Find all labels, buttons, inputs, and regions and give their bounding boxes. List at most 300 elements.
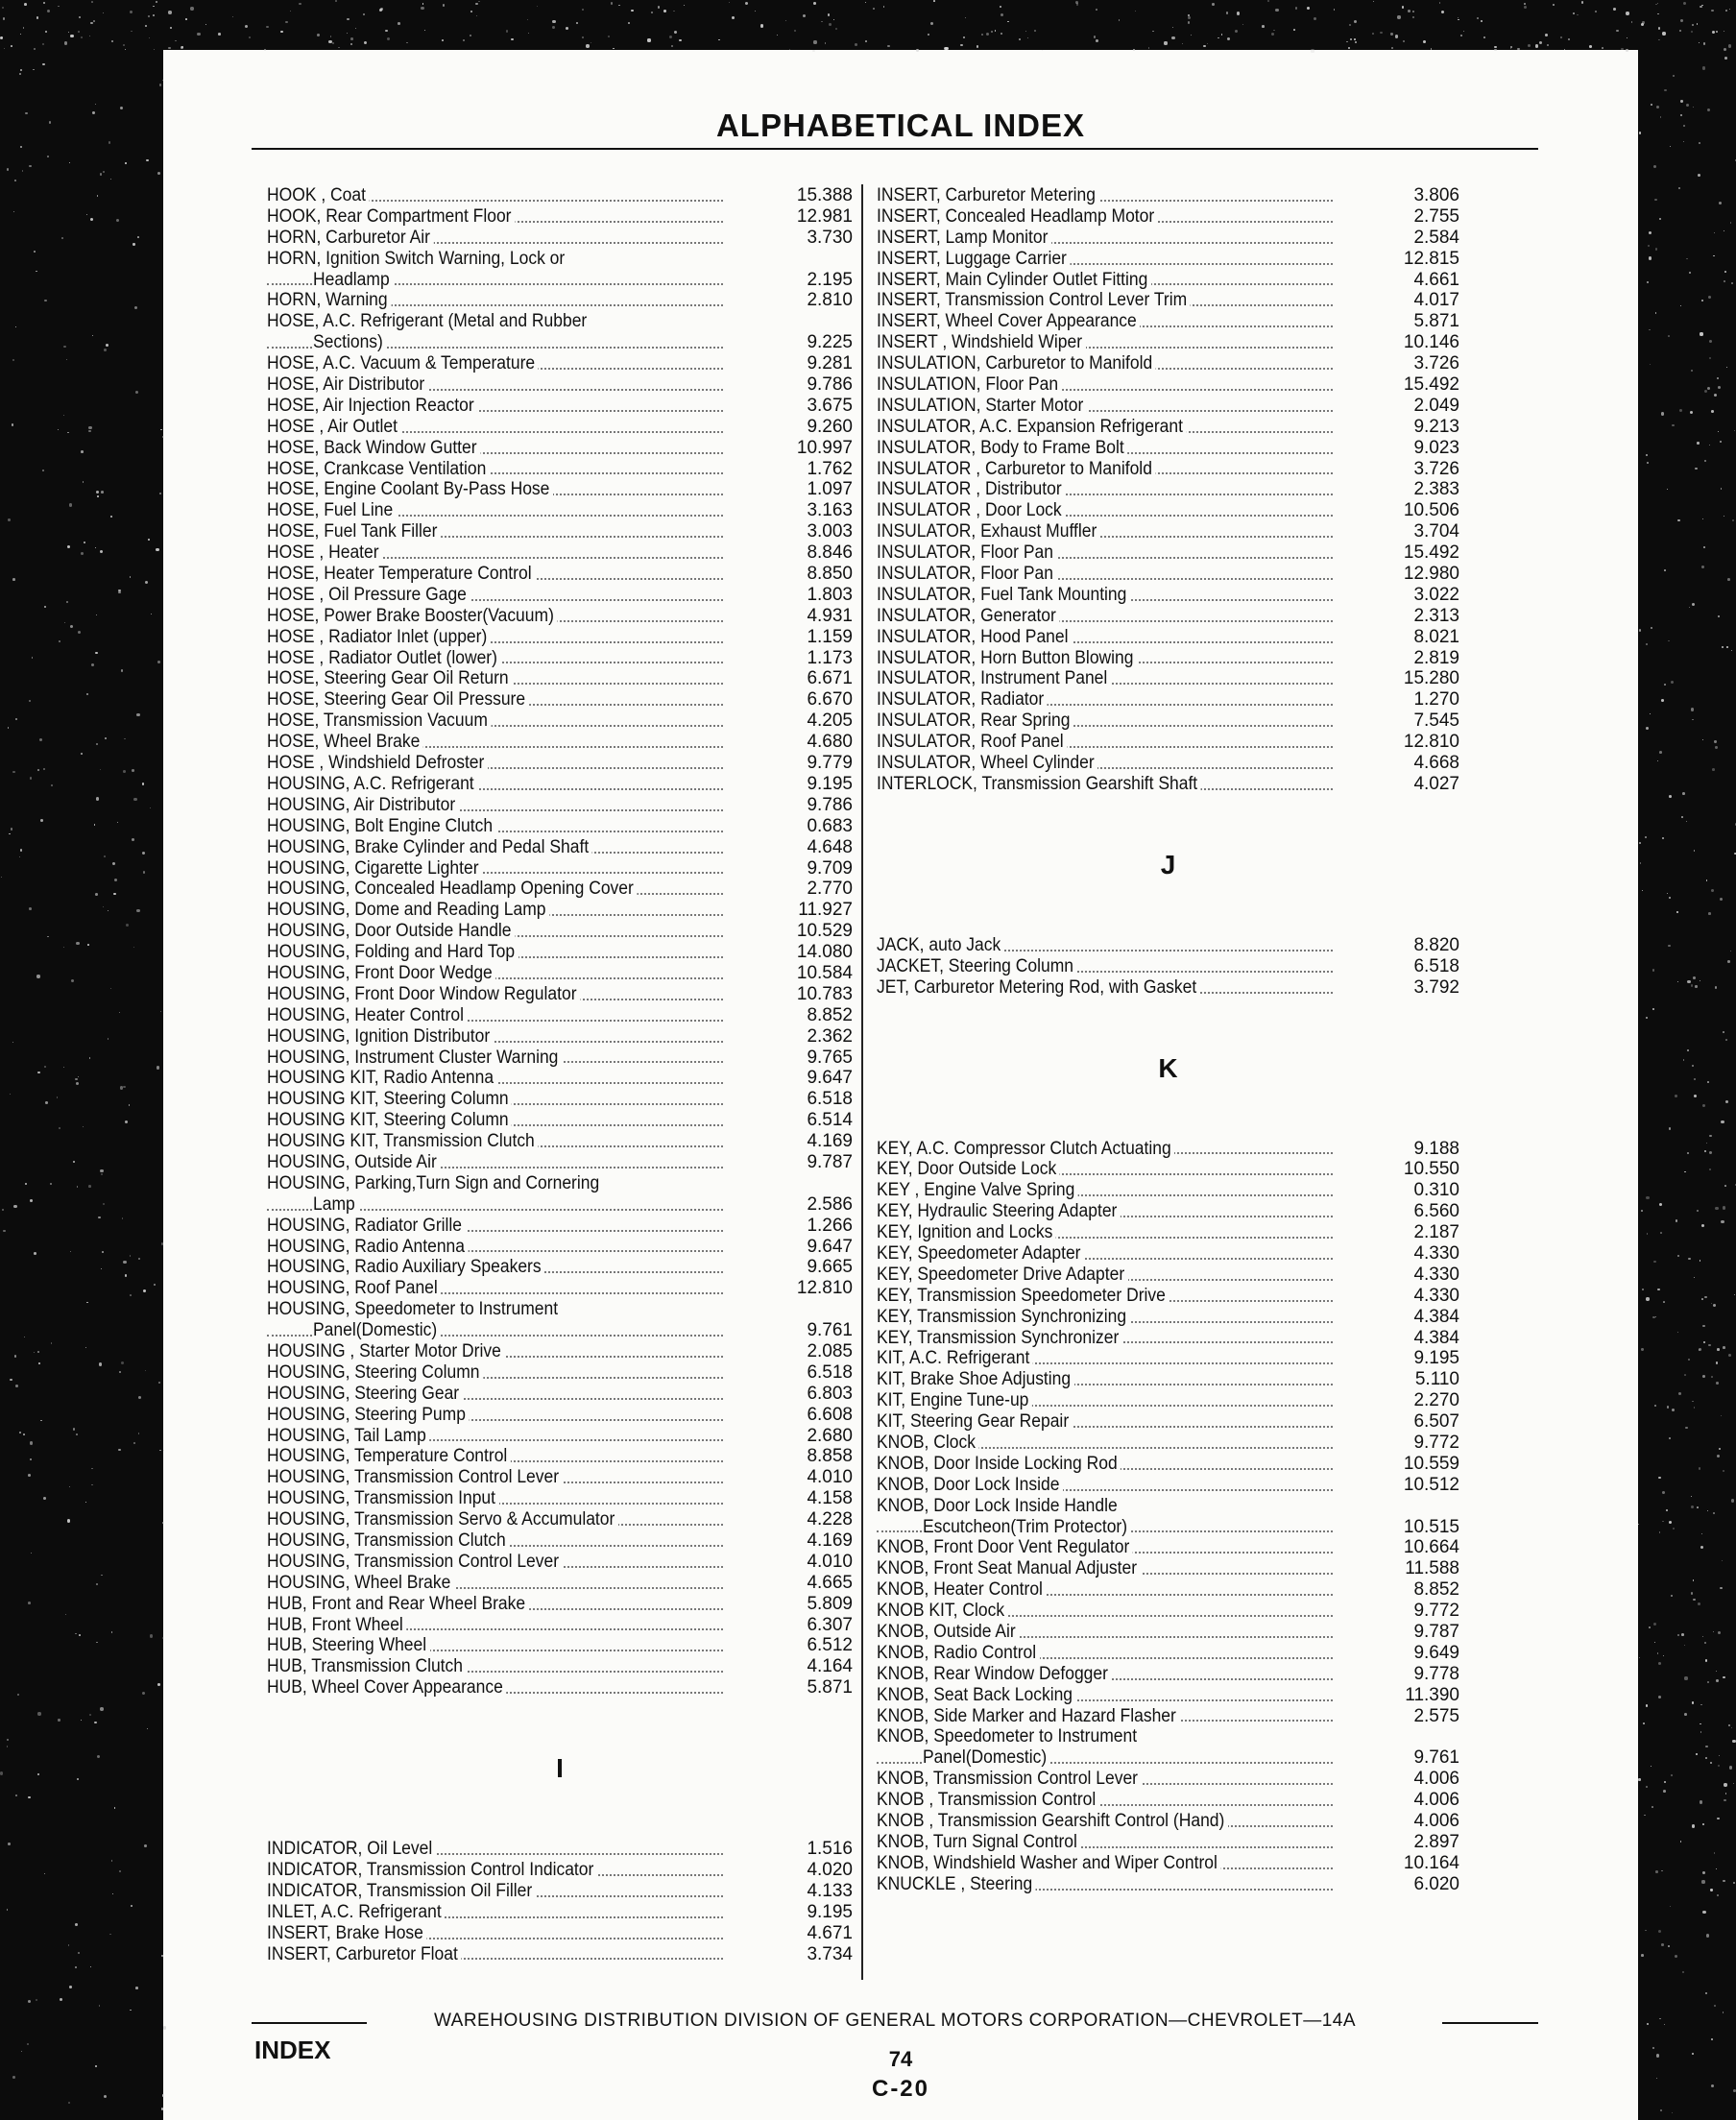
- scan-noise-speck: [1724, 271, 1726, 273]
- entry-number: 10.584: [796, 962, 853, 983]
- scan-noise-speck: [101, 1173, 103, 1175]
- scan-noise-speck: [1718, 1765, 1721, 1768]
- scan-noise-speck: [363, 13, 366, 16]
- scan-noise-speck: [27, 2043, 29, 2045]
- index-entry: [877, 185, 1459, 206]
- scan-noise-speck: [108, 1038, 109, 1040]
- index-entry: [267, 711, 853, 732]
- scan-noise-speck: [1441, 11, 1444, 13]
- index-entry: [877, 417, 1459, 438]
- scan-noise-speck: [1711, 1376, 1713, 1378]
- scan-noise-speck: [1463, 31, 1464, 32]
- entry-number: 9.772: [1413, 1601, 1459, 1622]
- index-entry: [877, 1517, 1459, 1538]
- scan-noise-speck: [1373, 1, 1374, 2]
- scan-noise-speck: [1692, 1065, 1694, 1067]
- scan-noise-speck: [1651, 1766, 1652, 1767]
- scan-noise-speck: [1657, 1652, 1659, 1654]
- scan-noise-speck: [75, 1633, 76, 1634]
- entry-label-text: HOSE , Radiator Outlet (lower): [267, 648, 501, 668]
- entry-label-text: KEY, Transmission Speedometer Drive: [877, 1286, 1169, 1306]
- index-entry: [267, 1488, 853, 1509]
- scan-noise-speck: [611, 2, 614, 5]
- scan-noise-speck: [1007, 21, 1009, 23]
- scan-noise-speck: [118, 1449, 121, 1452]
- scan-noise-speck: [157, 172, 160, 175]
- scan-noise-speck: [1669, 795, 1672, 798]
- scan-noise-speck: [1715, 746, 1717, 748]
- scan-noise-speck: [99, 2005, 100, 2006]
- scan-noise-speck: [829, 23, 832, 26]
- entry-label: [877, 1433, 979, 1454]
- entry-label: [877, 1454, 1121, 1475]
- entry-label: [267, 1299, 562, 1320]
- scan-noise-speck: [1458, 17, 1459, 18]
- scan-noise-speck: [608, 36, 610, 37]
- scan-noise-speck: [81, 552, 84, 555]
- entry-number: 3.792: [1413, 976, 1459, 998]
- scan-noise-speck: [1237, 12, 1240, 14]
- scan-noise-speck: [1659, 1531, 1661, 1533]
- entry-label-text: INSULATOR, Radiator: [877, 689, 1048, 710]
- entry-number: 9.709: [807, 857, 853, 879]
- scan-noise-speck: [1621, 48, 1623, 50]
- entry-label-text: INDICATOR, Transmission Oil Filler: [267, 1881, 536, 1901]
- entry-number: 5.110: [1414, 1369, 1459, 1390]
- scan-noise-speck: [124, 738, 125, 739]
- scan-noise-speck: [36, 1999, 37, 2001]
- scan-noise-speck: [1724, 1783, 1726, 1786]
- scan-noise-speck: [89, 1057, 90, 1058]
- scan-noise-speck: [57, 1096, 59, 1098]
- scan-noise-speck: [1705, 1659, 1707, 1661]
- scan-noise-speck: [138, 1396, 141, 1399]
- entry-number: 9.195: [807, 773, 853, 794]
- scan-noise-speck: [986, 33, 989, 36]
- scan-noise-speck: [19, 856, 20, 857]
- scan-noise-speck: [96, 1642, 98, 1644]
- footer-publisher-text: WAREHOUSING DISTRIBUTION DIVISION OF GENERAL MOTORS CORPORATION—CHEVROLET—14A: [433, 2011, 1357, 2031]
- entry-label-text: KIT, A.C. Refrigerant: [877, 1348, 1033, 1368]
- scan-noise-speck: [1678, 187, 1680, 189]
- scan-noise-speck: [1547, 44, 1549, 46]
- scan-noise-speck: [36, 975, 39, 977]
- entry-label-text: KNOB, Transmission Control Lever: [877, 1769, 1142, 1789]
- entry-label-text: HOUSING, Radio Antenna: [267, 1237, 469, 1257]
- scan-noise-speck: [0, 36, 3, 39]
- scan-noise-speck: [1706, 1934, 1709, 1937]
- scan-noise-speck: [158, 1382, 160, 1384]
- scan-noise-speck: [1412, 11, 1414, 12]
- scan-noise-speck: [1702, 1911, 1705, 1914]
- entry-label-text: KNOB, Outside Air: [877, 1622, 1019, 1642]
- entry-number: 2.575: [1413, 1705, 1459, 1726]
- scan-noise-speck: [1720, 1587, 1723, 1590]
- entry-label: [877, 977, 1200, 999]
- entry-label-text: HOUSING, Steering Column: [267, 1362, 483, 1383]
- entry-label-text: HOUSING, Instrument Cluster Warning: [267, 1048, 562, 1068]
- entry-label: [877, 542, 1057, 564]
- entry-label-text: HOSE, Air Distributor: [267, 374, 428, 395]
- scan-noise-speck: [3, 17, 6, 20]
- entry-label-text: HOSE, Wheel Brake: [267, 732, 423, 752]
- scan-noise-speck: [1660, 116, 1661, 117]
- entry-label-text: KIT, Brake Shoe Adjusting: [877, 1369, 1074, 1389]
- index-entry: [877, 1222, 1459, 1243]
- scan-noise-speck: [1242, 24, 1243, 25]
- scan-noise-speck: [1683, 125, 1685, 127]
- scan-noise-speck: [264, 49, 266, 51]
- scan-noise-speck: [101, 491, 104, 494]
- index-entry: [877, 206, 1459, 228]
- entry-label: [267, 1026, 494, 1048]
- scan-noise-speck: [14, 1355, 17, 1358]
- entry-number: 6.518: [807, 1361, 853, 1383]
- scan-noise-speck: [1372, 33, 1374, 35]
- entry-label: [313, 332, 387, 353]
- scan-noise-speck: [1704, 460, 1706, 462]
- scan-noise-speck: [7, 1909, 8, 1910]
- scan-noise-speck: [190, 7, 193, 10]
- scan-noise-speck: [1638, 1778, 1640, 1780]
- entry-label: [267, 942, 518, 963]
- index-entry: [877, 1811, 1459, 1832]
- index-entry: [877, 711, 1459, 732]
- scan-noise-speck: [1717, 1894, 1719, 1896]
- scan-noise-speck: [17, 1694, 18, 1695]
- scan-noise-speck: [1703, 546, 1705, 548]
- scan-noise-speck: [1655, 312, 1657, 314]
- scan-noise-speck: [1687, 1152, 1689, 1154]
- scan-noise-speck: [1719, 202, 1722, 205]
- scan-noise-speck: [1589, 45, 1592, 48]
- scan-noise-speck: [1687, 980, 1690, 983]
- scan-noise-speck: [1631, 21, 1633, 23]
- scan-noise-speck: [36, 271, 37, 273]
- entry-number: 4.133: [807, 1880, 853, 1901]
- scan-noise-speck: [68, 32, 69, 33]
- index-entry: [267, 1902, 853, 1923]
- scan-noise-speck: [1683, 2, 1686, 5]
- entry-label-text: HOUSING KIT, Steering Column: [267, 1089, 512, 1109]
- scan-noise-speck: [1726, 646, 1728, 648]
- entry-label: [877, 648, 1137, 669]
- scan-noise-speck: [110, 988, 111, 989]
- scan-noise-speck: [142, 852, 145, 855]
- scan-noise-speck: [64, 41, 67, 44]
- entry-number: 6.518: [807, 1089, 853, 1110]
- scan-noise-speck: [99, 1362, 102, 1365]
- scan-noise-speck: [1719, 1755, 1720, 1756]
- entry-label: [877, 1180, 1078, 1201]
- scan-noise-speck: [1718, 431, 1719, 432]
- scan-noise-speck: [1707, 1081, 1709, 1083]
- entry-label: [877, 1664, 1112, 1685]
- entry-label-text: HOUSING, Front Door Wedge: [267, 963, 495, 983]
- entry-label: [877, 1243, 1084, 1265]
- entry-number: 2.195: [807, 269, 853, 290]
- scan-noise-speck: [855, 43, 857, 46]
- section-letter: K: [1158, 1052, 1178, 1083]
- scan-noise-speck: [77, 1186, 78, 1187]
- scan-noise-speck: [443, 4, 446, 7]
- entry-label-text: INSULATOR , Distributor: [877, 479, 1065, 499]
- entry-label-text: HOUSING, Steering Pump: [267, 1405, 470, 1425]
- scan-noise-speck: [37, 1072, 40, 1074]
- entry-label: [877, 206, 1158, 228]
- scan-noise-speck: [133, 1442, 135, 1444]
- scan-noise-speck: [73, 1428, 76, 1431]
- scan-noise-speck: [175, 40, 177, 42]
- scan-noise-speck: [1726, 367, 1728, 369]
- entry-number: 4.205: [807, 711, 853, 732]
- entry-label: [267, 753, 488, 774]
- scan-noise-speck: [1707, 1510, 1708, 1511]
- scan-noise-speck: [94, 824, 96, 826]
- scan-noise-speck: [1712, 31, 1715, 34]
- scan-noise-speck: [350, 37, 353, 40]
- entry-number: 5.809: [807, 1593, 853, 1614]
- scan-noise-speck: [86, 1302, 88, 1304]
- entry-number: 8.852: [1413, 1579, 1459, 1601]
- entry-label: [267, 311, 591, 332]
- scan-noise-speck: [1664, 684, 1666, 686]
- scan-noise-speck: [148, 539, 150, 541]
- entry-label: [267, 732, 423, 753]
- scan-noise-speck: [1517, 48, 1519, 50]
- scan-noise-speck: [1697, 1506, 1699, 1508]
- scan-noise-speck: [1719, 1448, 1721, 1450]
- entry-label-text: INDICATOR, Transmission Control Indicator: [267, 1860, 597, 1880]
- scan-noise-speck: [470, 35, 471, 36]
- scan-noise-speck: [1708, 1344, 1711, 1347]
- entry-label-text: INSULATOR, Generator: [877, 606, 1060, 626]
- scan-noise-speck: [527, 19, 528, 20]
- entry-label: [267, 1944, 462, 1965]
- scan-noise-speck: [1677, 1332, 1678, 1333]
- scan-noise-speck: [1646, 643, 1648, 645]
- entry-label: [267, 1384, 463, 1405]
- scan-noise-speck: [76, 1433, 78, 1435]
- scan-noise-speck: [1729, 9, 1730, 10]
- scan-noise-speck: [833, 19, 834, 20]
- scan-noise-speck: [1658, 27, 1660, 29]
- scan-noise-speck: [552, 26, 555, 29]
- scan-noise-speck: [0, 1771, 3, 1774]
- scan-noise-speck: [245, 25, 248, 28]
- scan-noise-speck: [81, 753, 83, 755]
- index-entry: [267, 1194, 853, 1216]
- scan-noise-speck: [945, 47, 948, 50]
- scan-noise-speck: [1721, 1415, 1722, 1416]
- entry-number: 3.163: [807, 500, 853, 521]
- scan-noise-speck: [1581, 1, 1584, 4]
- entry-label-text: KEY, A.C. Compressor Clutch Actuating: [877, 1139, 1174, 1159]
- scan-noise-speck: [1275, 9, 1278, 12]
- index-entry: [877, 1685, 1459, 1706]
- scan-noise-speck: [1693, 1599, 1695, 1601]
- entry-number: 3.704: [1413, 521, 1459, 542]
- scan-noise-speck: [1717, 1818, 1720, 1820]
- scan-noise-speck: [1460, 35, 1463, 37]
- scan-noise-speck: [1722, 1560, 1723, 1561]
- scan-noise-speck: [1679, 30, 1681, 32]
- scan-noise-speck: [31, 1553, 32, 1554]
- index-entry: [267, 1216, 853, 1237]
- entry-label-text: INSULATOR, A.C. Expansion Refrigerant: [877, 417, 1187, 437]
- scan-noise-speck: [1688, 1359, 1690, 1361]
- scan-noise-speck: [582, 9, 584, 11]
- scan-noise-speck: [1669, 1521, 1672, 1524]
- scan-noise-speck: [1573, 12, 1575, 14]
- index-entry: [877, 627, 1459, 648]
- scan-noise-speck: [1641, 1210, 1643, 1212]
- scan-noise-speck: [23, 1433, 25, 1435]
- scan-noise-speck: [1700, 6, 1702, 9]
- scan-noise-speck: [136, 713, 139, 716]
- scan-noise-speck: [111, 1631, 112, 1632]
- entry-label-text: KEY, Speedometer Drive Adapter: [877, 1265, 1128, 1285]
- entry-label: [877, 627, 1072, 648]
- scan-noise-speck: [160, 1011, 161, 1012]
- scan-noise-speck: [1096, 9, 1097, 11]
- entry-label: [267, 627, 491, 648]
- scan-noise-speck: [1676, 911, 1677, 912]
- scan-noise-speck: [205, 24, 206, 25]
- entry-label: [877, 1348, 1033, 1369]
- index-entry: [267, 1594, 853, 1615]
- scan-noise-speck: [1661, 412, 1664, 415]
- scan-noise-speck: [1663, 1301, 1665, 1303]
- entry-label-text: KNOB, Side Marker and Hazard Flasher: [877, 1706, 1180, 1726]
- scan-noise-speck: [1698, 1602, 1700, 1605]
- entry-label: [267, 1839, 436, 1860]
- entry-label-text: HOSE, Air Injection Reactor: [267, 396, 477, 416]
- entry-number: 2.584: [1413, 227, 1459, 248]
- entry-label: [877, 1328, 1122, 1349]
- scan-noise-speck: [157, 661, 160, 663]
- scan-noise-speck: [83, 1126, 84, 1128]
- scan-noise-speck: [647, 38, 650, 41]
- entry-number: 9.665: [807, 1257, 853, 1278]
- scan-noise-speck: [1670, 1906, 1671, 1907]
- index-entry: [877, 1348, 1459, 1369]
- scan-noise-speck: [1027, 37, 1028, 38]
- entry-label: [877, 1874, 1036, 1895]
- scan-noise-speck: [1734, 1294, 1735, 1295]
- entry-label-text: INSULATOR, Instrument Panel: [877, 668, 1111, 688]
- entry-number: 8.858: [807, 1446, 853, 1467]
- entry-label-text: INSERT, Concealed Headlamp Motor: [877, 206, 1158, 227]
- scan-noise-speck: [20, 34, 21, 35]
- index-entry: [877, 479, 1459, 500]
- entry-label: [267, 206, 515, 228]
- scan-noise-speck: [97, 495, 99, 497]
- entry-label-text: HOSE , Air Outlet: [267, 417, 401, 437]
- entry-label: [877, 1832, 1081, 1853]
- entry-number: 9.260: [807, 416, 853, 437]
- entry-label: [267, 1110, 512, 1131]
- index-entry: [877, 585, 1459, 606]
- index-entry: [267, 1860, 853, 1881]
- entry-label: [267, 668, 512, 689]
- scan-noise-speck: [88, 430, 91, 433]
- scan-noise-speck: [1695, 468, 1698, 470]
- scan-noise-speck: [1653, 1623, 1656, 1626]
- entry-number: 11.588: [1405, 1558, 1459, 1579]
- entry-label: [267, 1552, 563, 1573]
- scan-noise-speck: [1172, 27, 1173, 28]
- scan-noise-speck: [1655, 248, 1658, 251]
- entry-number: 3.730: [807, 227, 853, 248]
- entry-number: 4.027: [1413, 773, 1459, 794]
- entry-label-text: KEY , Engine Valve Spring: [877, 1180, 1078, 1200]
- entry-label-text: INSERT, Main Cylinder Outlet Fitting: [877, 270, 1151, 290]
- index-entry: [267, 1615, 853, 1636]
- entry-label: [877, 1265, 1128, 1286]
- scan-noise-speck: [1690, 411, 1693, 414]
- index-entry: [267, 1048, 853, 1069]
- scan-noise-speck: [87, 944, 89, 946]
- scan-noise-speck: [1713, 1304, 1716, 1307]
- scan-noise-speck: [69, 1486, 71, 1488]
- scan-noise-speck: [123, 1261, 126, 1264]
- entry-label: [877, 374, 1062, 396]
- scan-noise-speck: [552, 20, 555, 23]
- scan-noise-speck: [476, 15, 477, 16]
- entry-label: [267, 1594, 529, 1615]
- scan-noise-speck: [422, 3, 423, 4]
- scan-noise-speck: [1724, 1185, 1726, 1187]
- scan-noise-speck: [928, 34, 929, 36]
- scan-noise-speck: [1691, 370, 1693, 372]
- scan-noise-speck: [1724, 280, 1725, 282]
- scan-noise-speck: [1722, 646, 1724, 648]
- scan-noise-speck: [7, 1746, 8, 1747]
- scan-noise-speck: [1647, 462, 1649, 464]
- scan-noise-speck: [1704, 1642, 1706, 1644]
- scan-noise-speck: [1716, 1671, 1718, 1673]
- entry-label-text: HOUSING, Outside Air: [267, 1152, 440, 1172]
- scan-noise-speck: [1681, 1633, 1684, 1636]
- scan-noise-speck: [103, 906, 104, 907]
- scan-noise-speck: [1691, 984, 1693, 986]
- scan-noise-speck: [1657, 760, 1658, 761]
- entry-label-text: Lamp: [313, 1194, 358, 1215]
- index-entry: [877, 1201, 1459, 1222]
- scan-noise-speck: [161, 1242, 163, 1244]
- scan-noise-speck: [29, 700, 31, 702]
- index-entry: [267, 753, 853, 774]
- entry-number: 9.649: [1413, 1642, 1459, 1663]
- scan-noise-speck: [146, 159, 148, 161]
- scan-noise-speck: [12, 771, 15, 774]
- entry-label: [267, 1902, 445, 1923]
- scan-noise-speck: [1654, 199, 1656, 201]
- scan-noise-speck: [1710, 1889, 1712, 1891]
- scan-noise-speck: [1133, 49, 1135, 51]
- scan-noise-speck: [51, 784, 53, 786]
- scan-noise-speck: [1659, 39, 1660, 40]
- scan-noise-speck: [803, 14, 806, 17]
- entry-label-text: KNOB KIT, Clock: [877, 1601, 1008, 1621]
- scan-noise-speck: [130, 576, 132, 578]
- scan-noise-speck: [1684, 1645, 1685, 1646]
- entry-number: 3.734: [807, 1943, 853, 1964]
- scan-noise-speck: [1703, 1341, 1705, 1343]
- entry-label-text: HOUSING KIT, Radio Antenna: [267, 1068, 497, 1088]
- scan-noise-speck: [13, 1205, 16, 1208]
